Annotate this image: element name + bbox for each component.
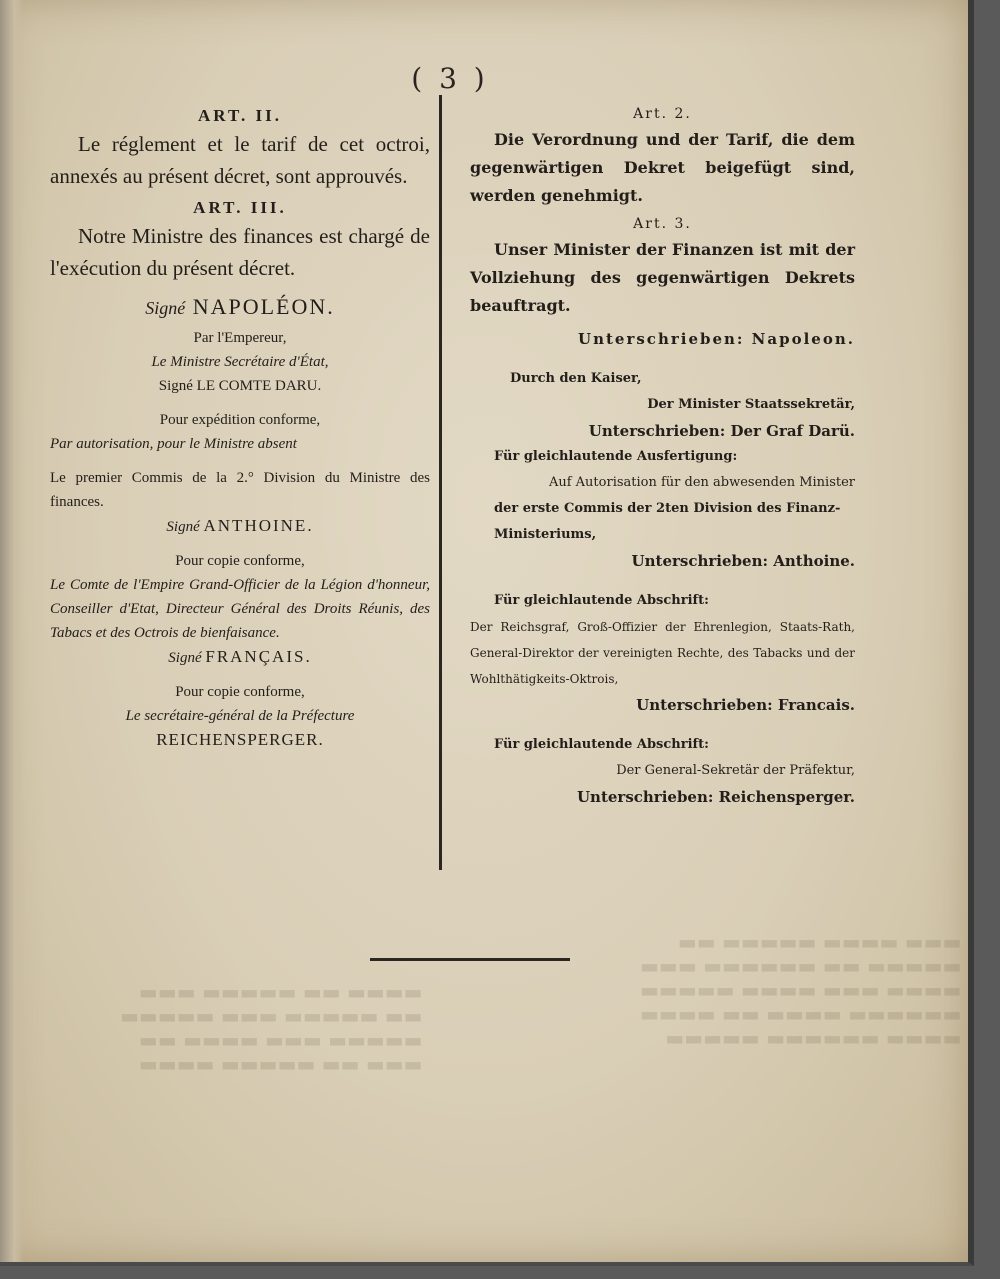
fr-copie-conforme-2: Pour copie conforme, <box>175 684 305 700</box>
fr-signe-label-3: Signé <box>168 650 202 666</box>
page-number: ( 3 ) <box>411 62 489 95</box>
fr-signature-anthoine <box>50 514 430 539</box>
fr-premier-commis: Le premier Commis de la 2.° Division du Ministre des finances. <box>50 470 430 510</box>
de-ausfertigung: Für gleichlautende Ausfertigung: <box>494 449 738 464</box>
de-minister-staatssekretaer: Der Minister Staatssekretär, <box>647 397 855 412</box>
fr-francais-name: FRANÇAIS. <box>205 647 312 666</box>
fr-copie-conforme-1: Pour copie conforme, <box>175 553 305 569</box>
de-unterschrieben-francais: Unterschrieben: Francais. <box>636 696 855 714</box>
fr-napoleon-name: NAPOLÉON. <box>192 294 335 319</box>
fr-par-empereur: Par l'Empereur, <box>193 330 287 346</box>
fr-reichensperger: REICHENSPERGER. <box>156 730 324 749</box>
de-art2-text: Die Verordnung und der Tarif, die dem gegenwärtigen Dekret beigefügt sind, werden genehmigt. <box>470 130 855 205</box>
de-art2-heading: Art. 2. <box>633 106 692 122</box>
fr-art2-text: Le réglement et le tarif de cet octroi, annexés au présent décret, sont approuvés. <box>50 132 430 188</box>
de-reichsgraf: Der Reichsgraf, Groß-Offizier der Ehrenlegion, Staats-Rath, General-Direktor der vereinigten Rechte, des Tabacks und der Wohlthätigkeits-Oktrois, <box>470 620 855 686</box>
de-autorisation: Auf Autorisation für den abwesenden Minister <box>548 475 855 490</box>
french-column <box>50 100 430 752</box>
de-durch-kaiser: Durch den Kaiser, <box>510 371 642 386</box>
de-unterschrieben-anthoine: Unterschrieben: Anthoine. <box>631 552 855 570</box>
de-abschrift-1: Für gleichlautende Abschrift: <box>494 593 709 608</box>
page-binding-edge <box>0 0 24 1262</box>
de-unterschrieben-reichensperger: Unterschrieben: Reichensperger. <box>576 788 855 806</box>
fr-art2-heading: ART. II. <box>197 106 282 125</box>
de-unterschrieben-daru: Unterschrieben: Der Graf Darü. <box>588 422 855 440</box>
end-rule <box>370 958 570 961</box>
de-art3-text: Unser Minister der Finanzen ist mit der Vollziehung des gegenwärtigen Dekrets beauftragt. <box>470 240 855 315</box>
fr-signe-label-2: Signé <box>166 519 200 535</box>
fr-secretaire-general: Le secrétaire-général de la Préfecture <box>125 708 355 724</box>
fr-art3-text: Notre Ministre des finances est chargé de l'exécution du présent décret. <box>50 224 430 280</box>
fr-anthoine-name: ANTHOINE. <box>203 516 314 535</box>
fr-art3-heading: ART. III. <box>193 198 287 217</box>
fr-signe-daru: Signé LE COMTE DARU. <box>158 378 322 394</box>
bleed-through-texture-left: ▬▬▬▬ ▬▬ ▬▬▬▬▬ ▬▬▬ ▬▬ ▬▬▬▬▬ ▬▬▬ ▬▬▬▬▬ ▬▬▬▬▬ ▬▬▬ ▬▬▬▬ ▬▬ ▬▬▬ ▬▬ ▬▬▬▬▬ ▬▬▬▬ <box>120 980 423 1076</box>
de-abschrift-2: Für gleichlautende Abschrift: <box>494 737 709 752</box>
german-column <box>470 100 855 810</box>
fr-signature-francais <box>50 645 430 670</box>
bleed-through-texture: ▬▬▬ ▬▬▬▬ ▬▬▬▬▬ ▬▬ ▬▬▬▬▬ ▬▬ ▬▬▬▬▬▬ ▬▬▬ ▬▬▬▬ ▬▬▬ ▬▬▬▬ ▬▬▬▬▬ ▬▬▬▬▬▬ ▬▬▬▬ ▬▬ ▬▬▬▬ ▬▬▬▬ ▬▬▬▬▬▬ ▬▬▬▬▬ <box>640 930 962 1050</box>
fr-par-autorisation: Par autorisation, pour le Ministre absent <box>50 436 297 452</box>
column-divider <box>439 95 442 870</box>
de-erste-commis: der erste Commis der 2ten Division des Finanz-Ministeriums, <box>494 501 841 542</box>
de-unterschrieben-napoleon: Unterschrieben: Napoleon. <box>578 330 855 348</box>
fr-ministre-secretaire: Le Ministre Secrétaire d'État, <box>151 354 329 370</box>
fr-signe-label: Signé <box>145 298 186 318</box>
fr-signature-napoleon <box>50 294 430 320</box>
de-general-sekretaer: Der General-Sekretär der Präfektur, <box>616 763 855 778</box>
fr-expedition-conforme: Pour expédition conforme, <box>159 412 321 428</box>
fr-comte-empire: Le Comte de l'Empire Grand-Officier de la Légion d'honneur, Conseiller d'Etat, Directeur Général des Droits Réunis, des Tabacs et des Octrois de bienfaisance. <box>50 577 430 641</box>
de-art3-heading: Art. 3. <box>633 216 692 232</box>
